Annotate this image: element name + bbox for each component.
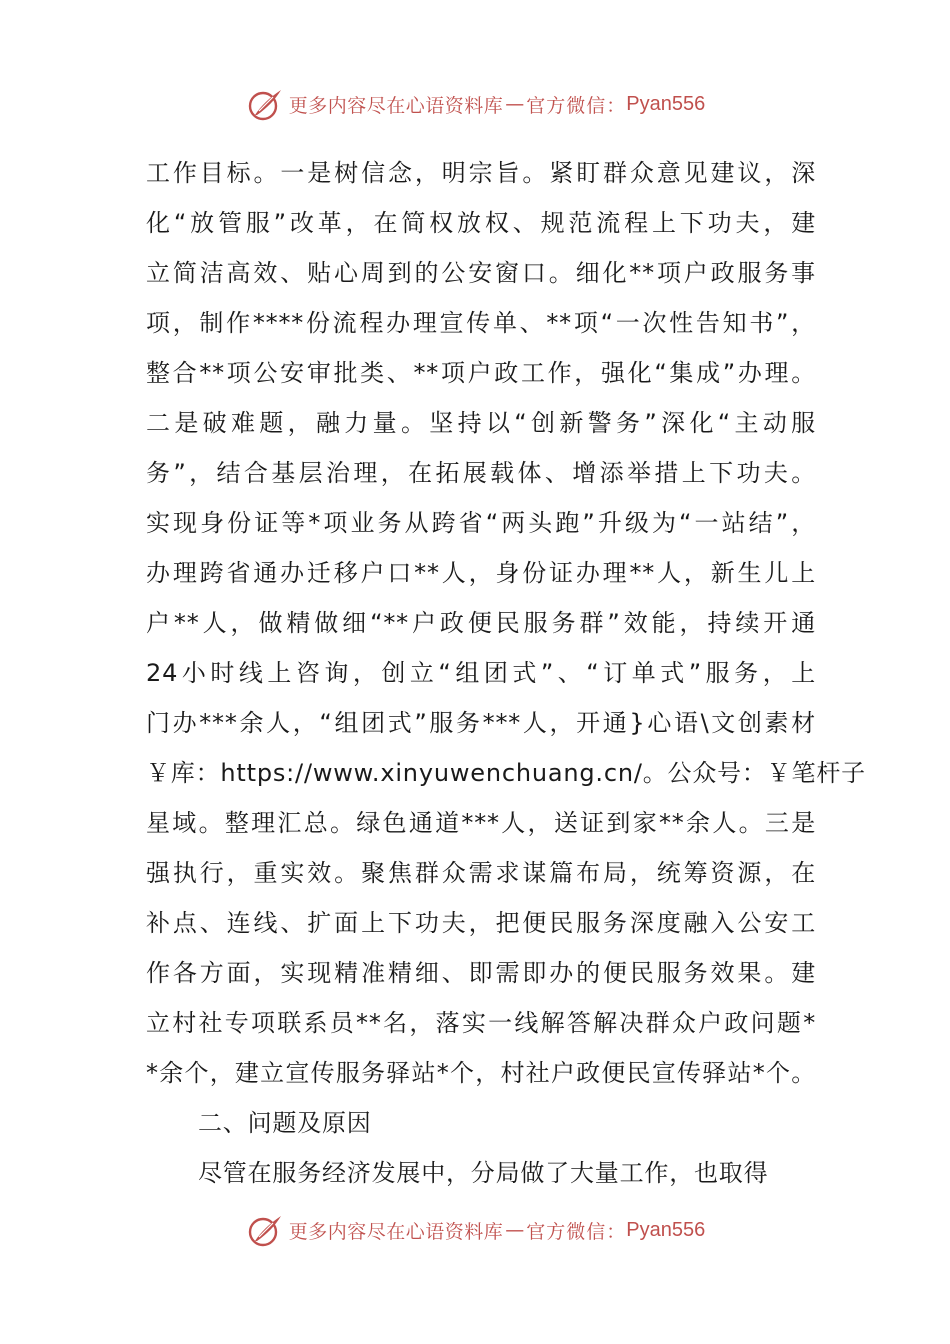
body-line: 工作目标。一是树信念，明宗旨。紧盯群众意见建议，深 [146, 159, 816, 187]
body-line: 整合**项公安审批类、**项户政工作，强化“集成”办理。 [146, 359, 816, 387]
body-line: 务”，结合基层治理，在拓展载体、增添举措上下功夫。 [146, 459, 816, 487]
body-line: 立村社专项联系员**名，落实一线解答解决群众户政问题* [146, 1009, 816, 1037]
body-line: 户**人，做精做细“**户政便民服务群”效能，持续开通 [146, 609, 816, 637]
body-line: 立简洁高效、贴心周到的公安窗口。细化**项户政服务事 [146, 259, 816, 287]
quill-logo-icon [245, 84, 285, 124]
body-line: ￥库：https://www.xinyuwenchuang.cn/。公众号：￥笔杆子 [146, 759, 866, 787]
body-line: 门办***余人，“组团式”服务***人，开通}心语\文创素材 [146, 709, 816, 737]
body-line: 作各方面，实现精准精细、即需即办的便民服务效果。建 [146, 959, 816, 987]
body-line: 尽管在服务经济发展中，分局做了大量工作，也取得 [198, 1159, 769, 1187]
header-separator: — [505, 93, 525, 115]
body-line: 办理跨省通办迁移户口**人，身份证办理**人，新生儿上 [146, 559, 816, 587]
document-body [146, 148, 866, 1198]
body-line: 实现身份证等*项业务从跨省“两头跑”升级为“一站结”， [146, 509, 816, 537]
body-line: 强执行，重实效。聚焦群众需求谋篇布局，统筹资源，在 [146, 859, 816, 887]
quill-logo-icon [245, 1210, 285, 1250]
footer-wechat-id: Pyan556 [626, 1218, 706, 1241]
body-line: 24小时线上咨询，创立“组团式”、“订单式”服务，上 [146, 659, 816, 687]
header-site-text: 更多内容尽在心语资料库 [288, 94, 504, 117]
body-line: 二是破难题，融力量。坚持以“创新警务”深化“主动服 [146, 409, 816, 437]
footer-banner [0, 1208, 950, 1252]
header-wechat-id: Pyan556 [626, 92, 706, 115]
header-wechat-label: 官方微信： [526, 94, 627, 117]
body-line: 化“放管服”改革，在简权放权、规范流程上下功夫，建 [146, 209, 816, 237]
body-line: *余个，建立宣传服务驿站*个，村社户政便民宣传驿站*个。 [146, 1059, 816, 1087]
footer-separator: — [505, 1219, 525, 1241]
body-line: 星域。整理汇总。绿色通道***人，送证到家**余人。三是 [146, 809, 816, 837]
body-line: 补点、连线、扩面上下功夫，把便民服务深度融入公安工 [146, 909, 816, 937]
footer-wechat-label: 官方微信： [526, 1220, 627, 1243]
header-banner [0, 82, 950, 126]
body-line: 项，制作****份流程办理宣传单、**项“一次性告知书”， [146, 309, 816, 337]
section-heading: 二、问题及原因 [198, 1109, 372, 1137]
footer-site-text: 更多内容尽在心语资料库 [288, 1220, 504, 1243]
